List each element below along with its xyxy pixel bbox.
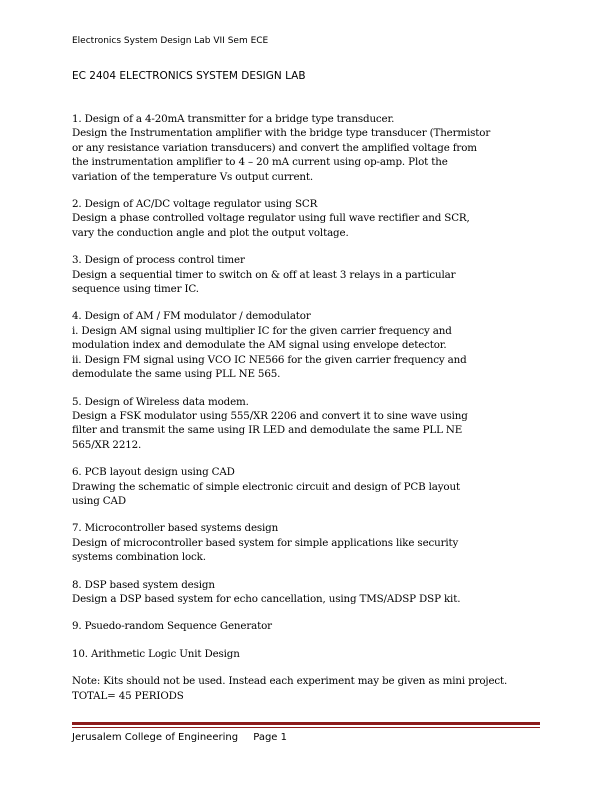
- page-footer: [72, 732, 287, 743]
- experiment-3: [72, 253, 492, 296]
- experiment-1: [72, 112, 492, 184]
- experiment-4: [72, 309, 492, 381]
- experiment-6: [72, 465, 492, 508]
- document-title: EC 2404 ELECTRONICS SYSTEM DESIGN LAB: [72, 70, 306, 82]
- experiment-heading: 3. Design of process control timer: [72, 254, 245, 267]
- experiment-10: [72, 647, 492, 661]
- experiment-text-line: 565/XR 2212.: [72, 438, 142, 451]
- experiment-5: [72, 395, 492, 453]
- footer-rule-thick: [72, 722, 540, 725]
- running-header: Electronics System Design Lab VII Sem ECE: [72, 36, 269, 46]
- experiment-heading: 7. Microcontroller based systems design: [72, 522, 279, 535]
- experiment-list: [72, 112, 508, 716]
- experiment-2: [72, 197, 492, 240]
- experiment-text-line: Design a sequential timer to switch on & off at least 3 relays in a particular: [72, 268, 456, 281]
- experiment-heading: 2. Design of AC/DC voltage regulator using SCR: [72, 198, 318, 211]
- experiment-heading: 8. DSP based system design: [72, 578, 215, 591]
- footer-rule-thin: [72, 727, 540, 728]
- experiment-text-line: Design of microcontroller based system for simple applications like security: [72, 536, 459, 549]
- experiment-text-line: ii. Design FM signal using VCO IC NE566 for the given carrier frequency and: [72, 353, 467, 366]
- experiment-text-line: Design a DSP based system for echo cancellation, using TMS/ADSP DSP kit.: [72, 592, 461, 605]
- experiment-text-line: or any resistance variation transducers) and convert the amplified voltage from: [72, 141, 477, 154]
- experiment-text-line: vary the conduction angle and plot the output voltage.: [72, 226, 349, 239]
- experiment-text-line: using CAD: [72, 494, 126, 507]
- experiment-text-line: variation of the temperature Vs output current.: [72, 170, 313, 183]
- experiment-heading: 10. Arithmetic Logic Unit Design: [72, 647, 240, 660]
- experiment-heading: 6. PCB layout design using CAD: [72, 466, 235, 479]
- experiment-text-line: modulation index and demodulate the AM signal using envelope detector.: [72, 339, 447, 352]
- experiment-7: [72, 521, 492, 564]
- experiment-heading: 1. Design of a 4-20mA transmitter for a bridge type transducer.: [72, 113, 395, 125]
- experiment-text-line: systems combination lock.: [72, 551, 206, 564]
- experiment-text-line: Drawing the schematic of simple electronic circuit and design of PCB layout: [72, 480, 460, 493]
- experiment-8: [72, 578, 492, 607]
- experiment-text-line: demodulate the same using PLL NE 565.: [72, 368, 281, 381]
- note-text: Note: Kits should not be used. Instead each experiment may be given as mini project.: [72, 675, 508, 688]
- experiment-text-line: sequence using timer IC.: [72, 283, 199, 296]
- total-periods: TOTAL= 45 PERIODS: [72, 689, 184, 702]
- experiment-heading: 5. Design of Wireless data modem.: [72, 395, 249, 408]
- experiment-heading: 4. Design of AM / FM modulator / demodulator: [72, 310, 311, 323]
- experiment-heading: 9. Psuedo-random Sequence Generator: [72, 620, 272, 633]
- experiment-9: [72, 619, 492, 633]
- footer-institution: Jerusalem College of Engineering: [72, 732, 239, 743]
- footer-page-number: Page 1: [253, 732, 287, 743]
- experiment-text-line: filter and transmit the same using IR LED and demodulate the same PLL NE: [72, 424, 463, 437]
- experiment-text-line: Design a phase controlled voltage regulator using full wave rectifier and SCR,: [72, 212, 470, 225]
- experiment-text-line: Design the Instrumentation amplifier with the bridge type transducer (Thermistor: [72, 127, 491, 140]
- note-block: [72, 674, 508, 703]
- experiment-text-line: i. Design AM signal using multiplier IC for the given carrier frequency and: [72, 324, 452, 337]
- experiment-text-line: Design a FSK modulator using 555/XR 2206 and convert it to sine wave using: [72, 409, 468, 422]
- experiment-text-line: the instrumentation amplifier to 4 – 20 mA current using op-amp. Plot the: [72, 156, 448, 169]
